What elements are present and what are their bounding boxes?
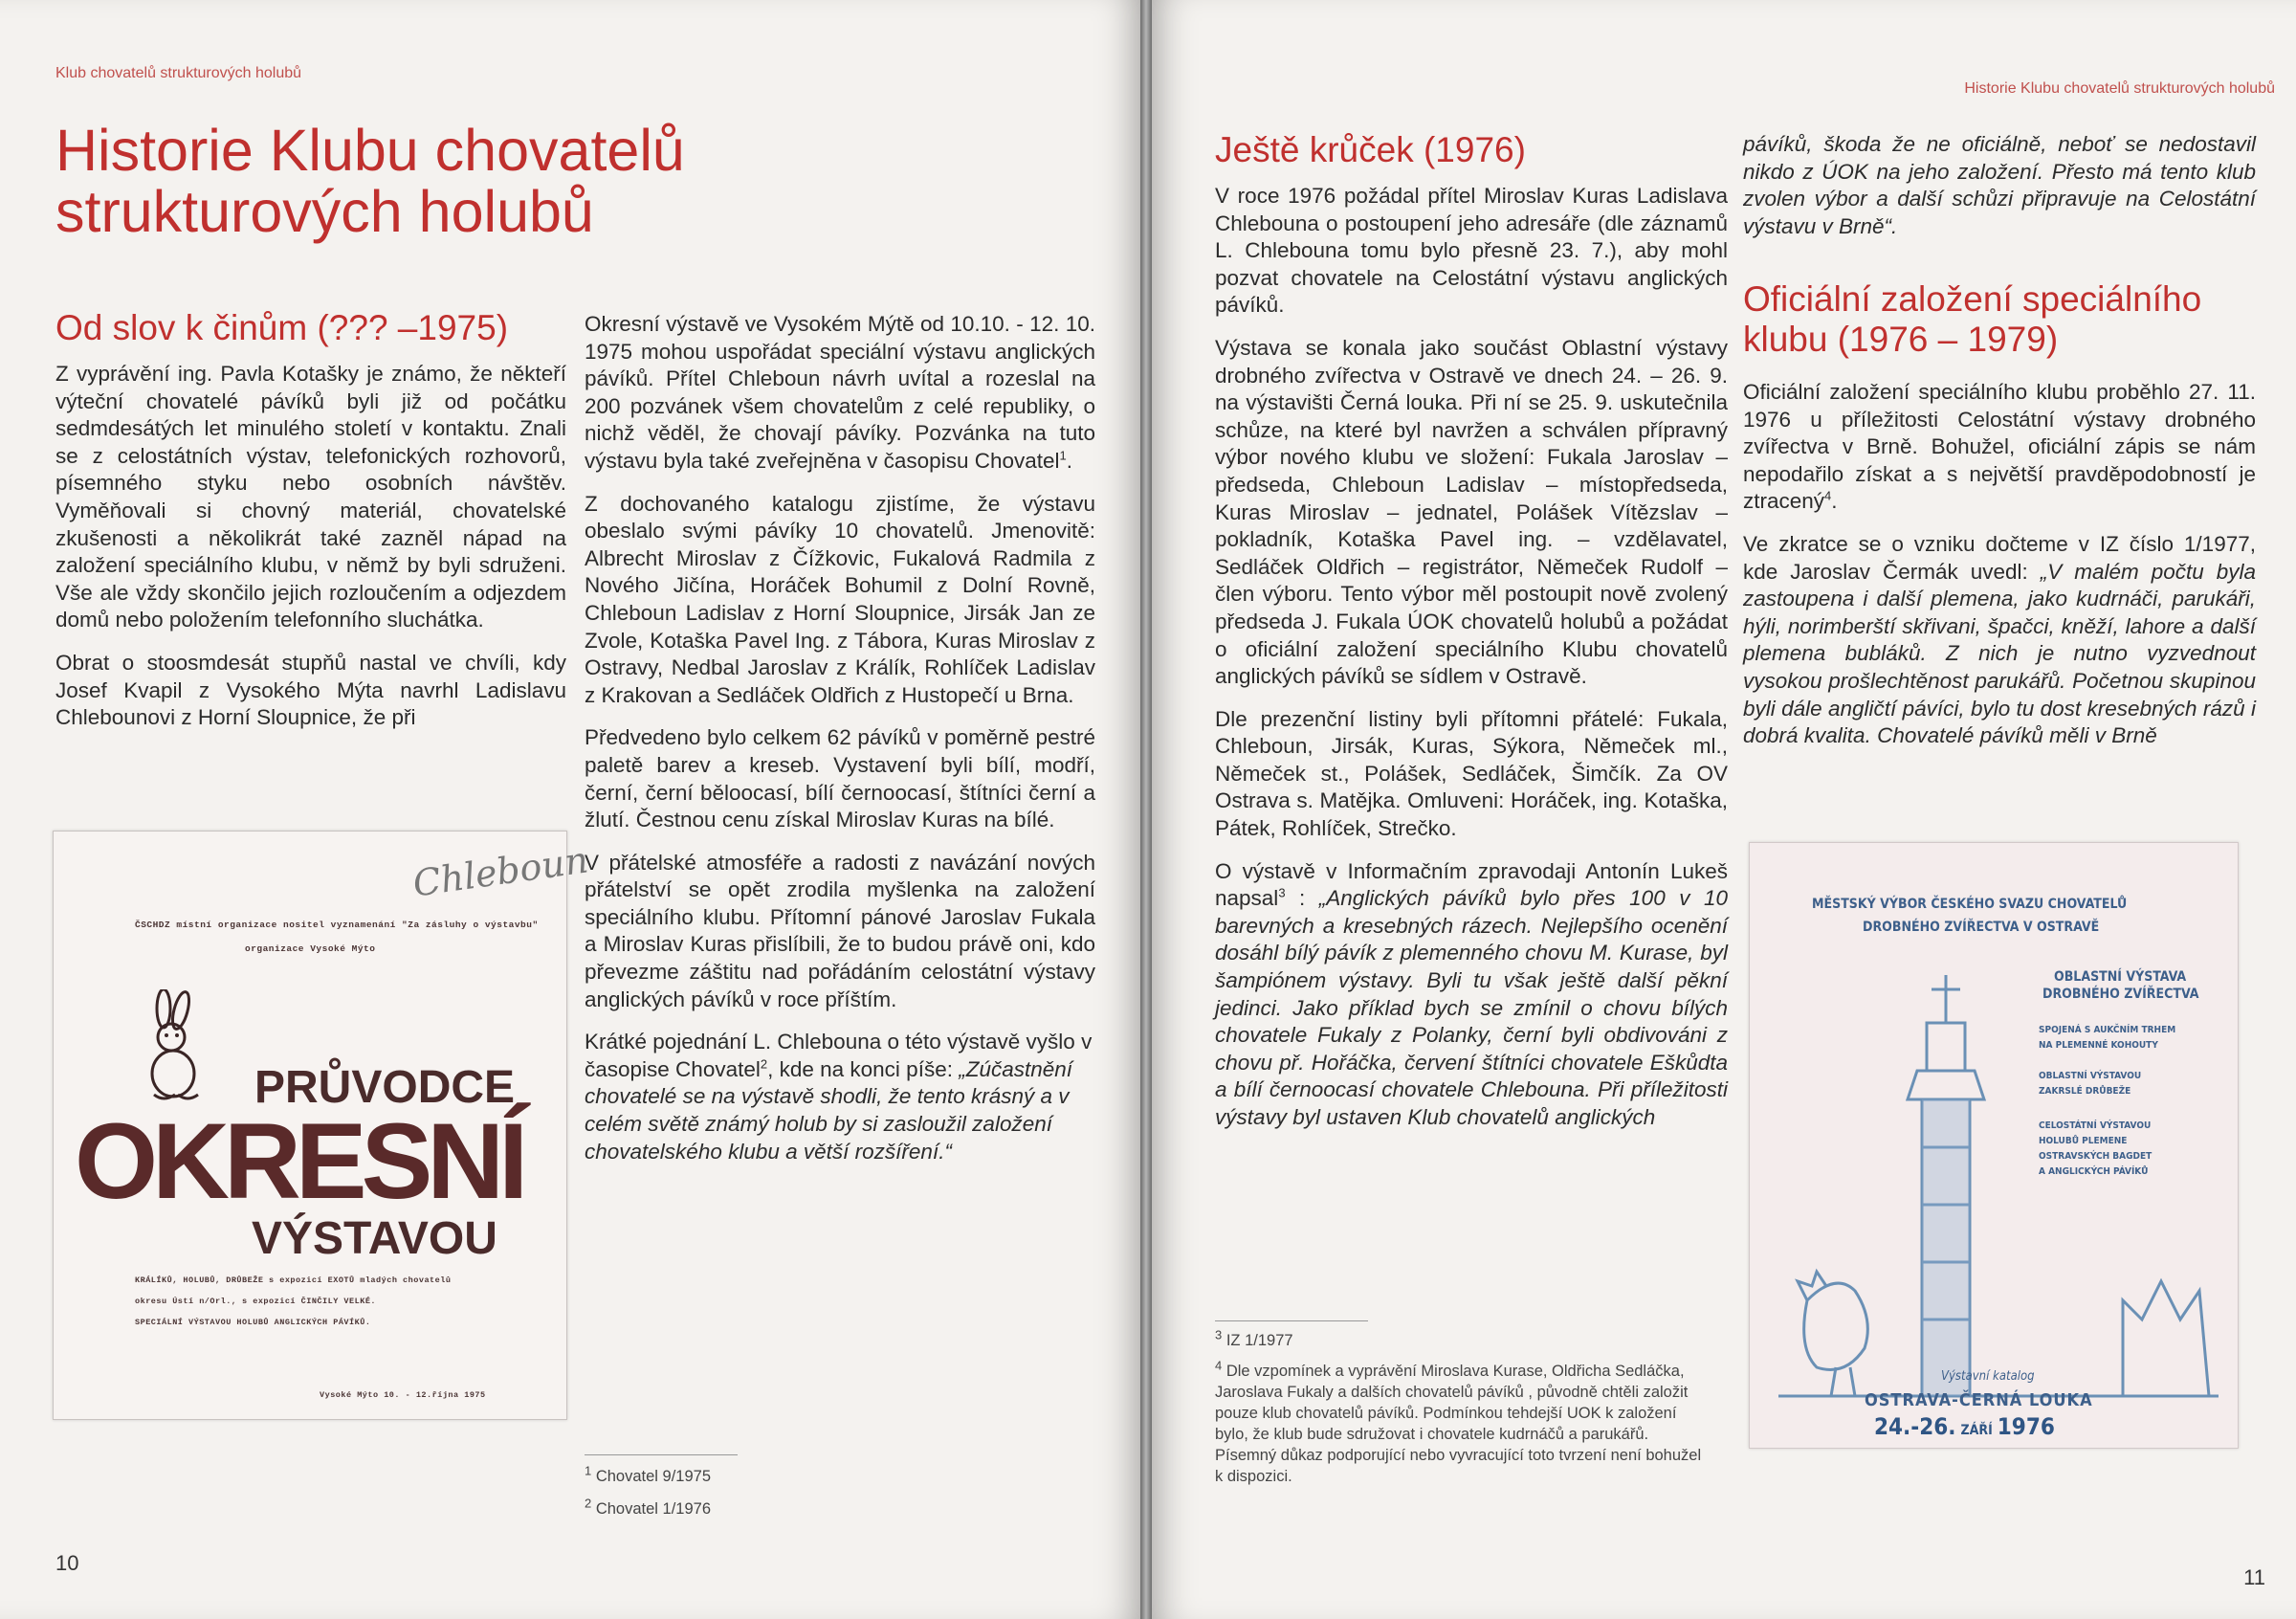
title-line-1: Historie Klubu chovatelů [55,118,685,183]
cover-title-pruvodce: PRŮVODCE [254,1062,516,1113]
paragraph: Krátké pojednání L. Chlebouna o této výstavě vyšlo v časopise Chovatel$^2$, kde na konci píše: „Zúčastnění chovatelé se na výstavě shodli, že tento krásný a v celém světě známý holub by si zasloužil založení chovatelského klubu a větší rozšíření.“ [585,1030,1093,1164]
cover-title-okresni: OKRESNÍ [75,1101,523,1221]
poster-item-3a: OBLASTNÍ VÝSTAVOU [2039,1071,2142,1081]
page-title [55,120,783,242]
footnote: $^3$ IZ 1/1977 [1215,1327,1293,1349]
poster-item-2a: SPOJENÁ S AUKČNÍM TRHEM [2039,1025,2176,1035]
right-column-1 [1215,183,1728,1147]
running-head-left: Klub chovatelů strukturových holubů [55,65,302,81]
paragraph: Dle prezenční listiny byli přítomni přátelé: Fukala, Chleboun, Jirsák, Kuras, Sýkora, Němeček ml., Němeček st., Polášek, Sedláček, Šimčík. Za OV Ostrava s. Matějka. Omluveni: Horáček, ing. Kotaška, Pátek, Rohlíček, Strečko. [1215,706,1728,841]
footnote: $^2$ Chovatel 1/1976 [585,1496,712,1518]
cover-desc-3: SPECIÁLNÍ VÝSTAVOU HOLUBŮ ANGLICKÝCH PÁVÍKŮ. [135,1318,371,1327]
poster-item-2b: NA PLEMENNÉ KOHOUTY [2039,1040,2158,1051]
poster-item-4d: A ANGLICKÝCH PÁVÍKŮ [2039,1166,2149,1177]
poster-item-4b: HOLUBŮ PLEMENE [2039,1136,2128,1146]
paragraph: Okresní výstavě ve Vysokém Mýtě od 10.10. - 12. 10. 1975 mohou uspořádat speciální výstavu anglických pávíků. Přítel Chleboun návrh uvítal a rozeslal na 200 pozvánek všem chovatelům z celé republiky, o nichž věděl, že chovají pávíky. Pozvánka na tuto výstavu byla také zveřejněna v časopisu Chovatel$^1$. [585,312,1095,473]
poster-item-1a: OBLASTNÍ VÝSTAVA [2054,969,2187,985]
quote-continuation: pávíků, škoda že ne oficiálně, neboť se nedostavil nikdo z ÚOK na jeho založení. Přesto má tento klub zvolen výbor a další schůzi připravuje na Celostátní výstavu v Brně“. [1743,132,2256,238]
right-page [1152,0,2296,1619]
poster-item-4a: CELOSTÁTNÍ VÝSTAVOU [2039,1120,2152,1131]
poster-item-1b: DROBNÉHO ZVÍŘECTVA [2042,987,2199,1002]
poster-header-1: MĚSTSKÝ VÝBOR ČESKÉHO SVAZU CHOVATELŮ [1812,897,2128,912]
cover-org-line-2: organizace Vysoké Mýto [245,943,376,954]
running-head-right: Historie Klubu chovatelů strukturových holubů [1964,80,2275,97]
section-title-2: Ještě krůček (1976) [1215,130,1526,169]
cover-desc-1: KRÁLÍKŮ, HOLUBŮ, DRŮBEŽE s expozicí EXOTŮ mladých chovatelů [135,1275,452,1285]
poster-place: OSTRAVA-ČERNÁ LOUKA [1865,1390,2093,1410]
paragraph: V přátelské atmosféře a radosti z navázání nových přátelství se opět zrodila myšlenka na založení speciálního klubu. Přítomní pánové Jaroslav Fukala a Miroslav Kuras přislíbili, že to budou právě oni, kdo převezme záštitu nad pořádáním celostátní výstavy anglických pávíků v roce příštím. [585,850,1095,1011]
left-column-1 [55,361,566,747]
quote: „V malém počtu byla zastoupena i další plemena, jako kudrnáči, parukáři, hýli, norimberští skřivani, špačci, kněží, lahore a další plemena bubláků. Z nich je nutno vyzvednout vysokou prošlechtěnost parukářů. Početnou skupinou byli dále angličtí pávíci, bylo tu dost kresebných rázů i dobrá kvalita. Chovatelé pávíků měli v Brně [1743,559,2256,748]
footnote-rule [1215,1320,1368,1321]
cover-org-line-1: ČSCHDZ místní organizace nositel vyznamenání "Za zásluhy o výstavbu" [135,920,539,930]
poster-item-3b: ZAKRSLÉ DRŮBEŽE [2039,1086,2131,1097]
poster-dates: 24.-26. ZÁŘÍ 1976 [1874,1413,2055,1440]
footnotes-right [1215,1327,1712,1487]
quote: „Anglických pávíků bylo přes 100 v 10 barevných a kresebných rázech. Nejlepšího ocenění dosáhl bílý pávík z plemenného chovu M. Kurase, byl šampiónem výstavy. Byli tu však ještě další pěkní jedinci. Jako příklad bych se zmínil o chovu bílých chovatele Fukaly z Polanky, černí byli obdivováni z chovu př. Hořáčka, červení štítníci chovatele Eškůdta a bílí černoocasí chovatele Chlebouna. Při příležitosti výstavy byl ustaven Klub chovatelů anglických [1215,886,1728,1129]
paragraph: O výstavě v Informačním zpravodaji Antonín Lukeš napsal$^3$ : „Anglických pávíků bylo přes 100 v 10 barevných a kresebných rázech. Nejlepšího ocenění dosáhl bílý pávík z plemenného chovu M. Kurase, byl šampiónem výstavy. Byli tu však ještě další pěkní jedinci. Jako příklad bych se zmínil o chovu bílých chovatele Fukaly z Polanky, černí byli obdivováni z chovu př. Hořáčka, červení štítníci chovatele Eškůdta a bílí černoocasí chovatele Chlebouna. Při příležitosti výstavy byl ustaven Klub chovatelů anglických [1215,858,1728,1129]
paragraph: V roce 1976 požádal přítel Miroslav Kuras Ladislava Chlebouna o postoupení jeho adresáře (dle záznamů L. Chlebouna tomu bylo přesně 23. 7.), aby mohl pozvat chovatele na Celostátní výstavu anglických pávíků. [1215,184,1728,318]
poster-item-4c: OSTRAVSKÝCH BAGDET [2039,1151,2152,1162]
exhibition-poster-image [1749,842,2239,1449]
right-column-2-top [1743,131,2256,255]
page-number-right: 11 [2243,1565,2265,1589]
paragraph: Z dochovaného katalogu zjistíme, že výstavu obeslalo svými pávíky 10 chovatelů. Jmenovitě: Albrecht Miroslav z Čížkovic, Fukalová Radmila z Nového Jičína, Horáček Bohumil z Dolní Rovně, Chleboun Ladislav z Horní Sloupnice, Jirsák Jan ze Zvole, Kotaška Pavel Ing. z Tábora, Kuras Miroslav z Ostravy, Nedbal Jaroslav z Králík, Rohlíček Ladislav z Krakovan a Sedláček Oldřich z Hustopečí u Brna. [585,491,1095,707]
tower-illustration-icon [1778,956,2219,1406]
footnote: $^4$ Dle vzpomínek a vyprávění Miroslava Kurase, Oldřicha Sedláčka, Jaroslava Fukaly a dalších chovatelů pávíků , původně chtěli založit pouze klub chovatelů pávíků. Podmínkou tehdejší UOK k založení bylo, že klub bude sdružovat i chovatele kudrnáčů a parukářů. Písemný důkaz podporující nebo vyvracující toto tvrzení není bohužel k dispozici. [1215,1358,1702,1485]
paragraph: Obrat o stoosmdesát stupňů nastal ve chvíli, kdy Josef Kvapil z Vysokého Mýta navrhl Ladislavu Chlebounovi z Horní Sloupnice, že při [55,650,566,730]
cover-desc-2: okresu Ústí n/Orl., s expozicí ČINČILY VELKÉ. [135,1297,377,1306]
page-number-left: 10 [55,1551,79,1575]
poster-catalog: Výstavní katalog [1941,1369,2035,1384]
cover-title-vystavou: VÝSTAVOU [252,1213,497,1264]
footnote-rule [585,1454,738,1455]
paragraph: Předvedeno bylo celkem 62 pávíků v poměrně pestré paletě barev a kreseb. Vystavení byli bílí, modří, černí, černí běloocasí, bílí černoocasí, štítníci černí a žlutí. Čestnou cenu získal Miroslav Kuras na bílé. [585,725,1095,832]
poster-header-2: DROBNÉHO ZVÍŘECTVA V OSTRAVĚ [1863,920,2100,935]
right-column-2 [1743,379,2256,765]
section-title-3: Oficiální založení speciálního klubu (1976 – 1979) [1743,279,2202,359]
left-page [0,0,1140,1619]
paragraph: Oficiální založení speciálního klubu proběhlo 27. 11. 1976 u příležitosti Celostátní výstavy drobného zvířectva v Brně. Bohužel, oficiální zápis se nám nepodařilo získat a s největší pravděpodobností je ztracený$^4$. [1743,380,2256,514]
cover-date: Vysoké Mýto 10. - 12.října 1975 [320,1390,486,1400]
paragraph: Z vyprávění ing. Pavla Kotašky je známo, že někteří výteční chovatelé pávíků byli již od počátku sedmdesátých let minulého století v kontaktu. Znali se z celostátních výstav, telefonických rozhovorů, písemného styku nebo osobních návštěv. Vyměňovali si chovný materiál, chovatelské zkušenosti a několikrát také zazněl nápad na založení speciálního klubu, v němž by byli sdruženi. Vše ale vždy skončilo jejich rozloučením a odjezdem domů nebo položením telefonního sluchátka. [55,362,566,632]
title-line-2: strukturových holubů [55,179,594,244]
rabbit-icon [135,989,211,1104]
catalog-cover-image [53,831,591,1420]
footnotes-left [585,1463,1082,1519]
footnote: $^1$ Chovatel 9/1975 [585,1463,712,1485]
paragraph: Ve zkratce se o vzniku dočteme v IZ číslo 1/1977, kde Jaroslav Čermák uvedl: „V malém počtu byla zastoupena i další plemena, jako kudrnáči, parukáři, hýli, norimberští skřivani, špačci, kněží, lahore a další plemena bubláků. Z nich je nutno vyzvednout vysokou prošlechtěnost parukářů. Početnou skupinou byli dále angličtí pávíci, bylo tu dost kresebných rázů i dobrá kvalita. Chovatelé pávíků měli v Brně [1743,531,2256,748]
left-column-2 [585,311,1095,1181]
section-title-1: Od slov k činům (??? –1975) [55,308,509,347]
quote: „Zúčastnění chovatelé se na výstavě shodli, že tento krásný a v celém světě známý holub by si zasloužil založení chovatelského klubu a větší rozšíření.“ [585,1056,1073,1164]
paragraph: Výstava se konala jako součást Oblastní výstavy drobného zvířectva v Ostravě ve dnech 24. – 26. 9. na výstavišti Černá louka. Při ní se 25. 9. uskutečnila schůze, na které byl navržen a schválen přípravný výbor nového klubu ve složení: Fukala Jaroslav – předseda, Chleboun Ladislav – místopředseda, Kuras Miroslav – jednatel, Polášek Vítězslav – pokladník, Kotaška Pavel ing. – vzdělavatel, Sedláček Oldřich – registrátor, Němeček Rudolf – člen výboru. Tento výbor měl postoupit nově zvolený předseda J. Fukala ÚOK chovatelů holubů a požádat o oficiální založení speciálního Klubu chovatelů anglických pávíků se sídlem v Ostravě. [1215,335,1728,689]
handwritten-signature: Chleboun [409,838,591,905]
book-gutter [1140,0,1152,1619]
